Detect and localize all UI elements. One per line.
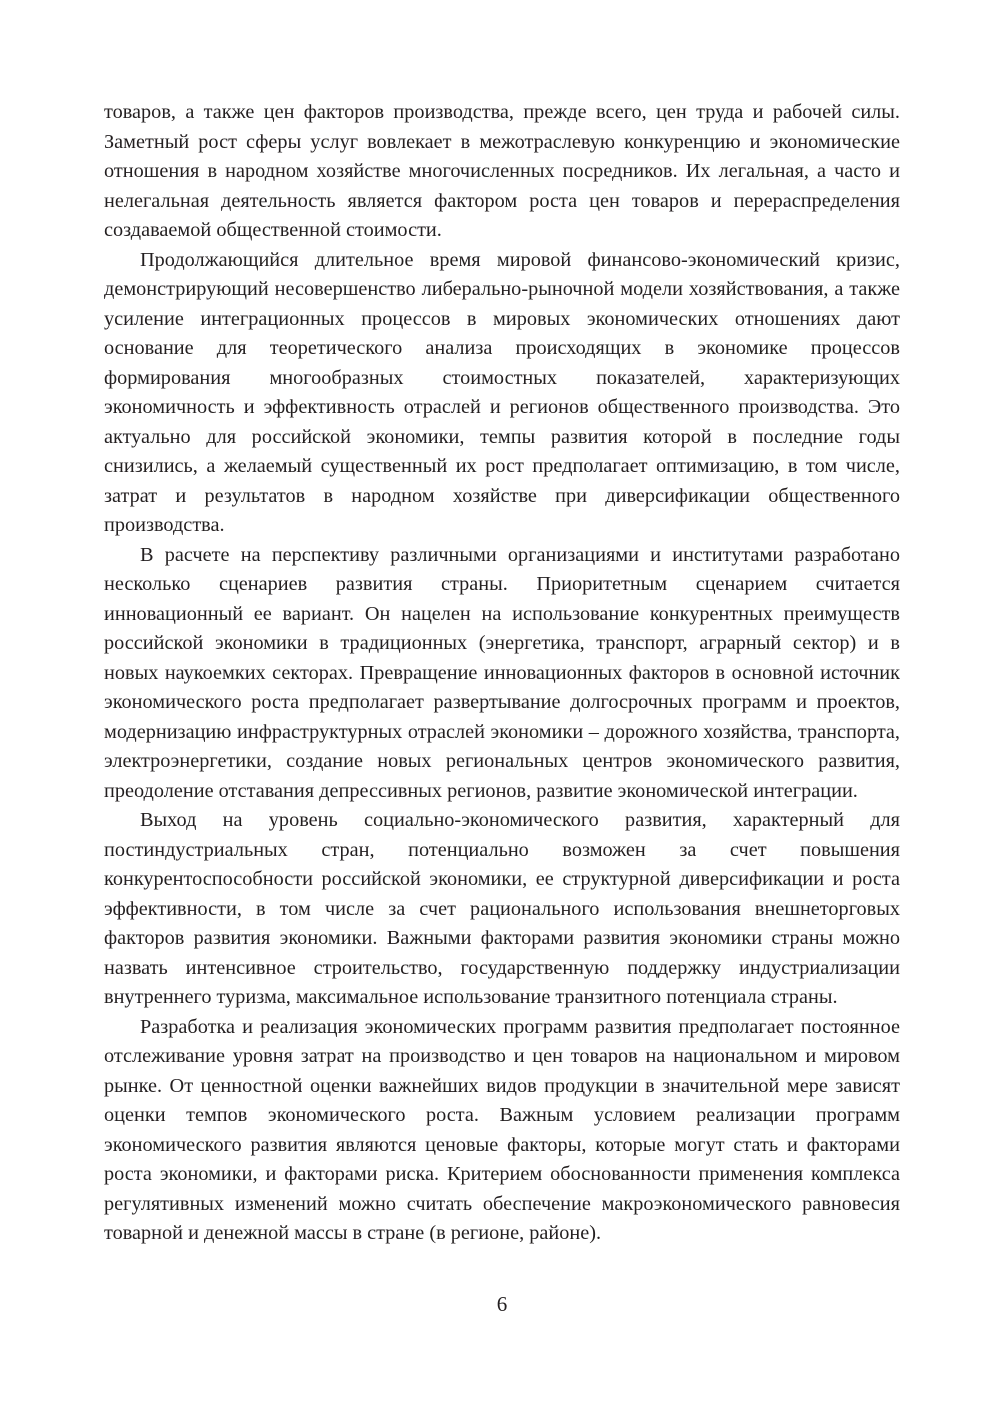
paragraph-continued: товаров, а также цен факторов производства, прежде всего, цен труда и рабочей силы. Заметный рост сферы услуг вовлекает в межотраслевую конкуренцию и экономические отношения в народном хозяйстве многочисленных посредников. Их легальная, а часто и нелегальная деятельность является фактором роста цен товаров и перераспределения создаваемой общественной стоимости. xyxy=(104,101,900,241)
paragraph-programs: Разработка и реализация экономических программ развития предполагает постоянное отслеживание уровня затрат на производство и цен товаров на национальном и мировом рынке. От ценностной оценки важнейших видов продукции в значительной мере зависят оценки темпов экономического роста. Важным условием реализации программ экономического развития являются ценовые факторы, которые могут стать и факторами роста экономики, и факторами риска. Критерием обоснованности применения комплекса регулятивных изменений можно считать обеспечение макроэкономического равновесия товарной и денежной массы в стране (в регионе, районе). xyxy=(104,1015,900,1244)
paragraph-scenarios: В расчете на перспективу различными организациями и институтами разработано несколько сценариев развития страны. Приоритетным сценарием считается инновационный ее вариант. Он нацелен на использование конкурентных преимуществ российской экономики в традиционных (энергетика, транспорт, аграрный сектор) и в новых наукоемких секторах. Превращение инновационных факторов в основной источник экономического роста предполагает развертывание долгосрочных программ и проектов, модернизацию инфраструктурных отраслей экономики – дорожного хозяйства, транспорта, электроэнергетики, создание новых региональных центров экономического развития, преодоление отставания депрессивных регионов, развитие экономической интеграции. xyxy=(104,543,900,802)
paragraph-crisis: Продолжающийся длительное время мировой финансово-экономический кризис, демонстрирующий несовершенство либерально-рыночной модели хозяйствования, а также усиление интеграционных процессов в мировых экономических отношениях дают основание для теоретического анализа происходящих в экономике процессов формирования многообразных стоимостных показателей, характеризующих экономичность и эффективность отраслей и регионов общественного производства. Это актуально для российской экономики, темпы развития которой в последние годы снизились, а желаемый существенный их рост предполагает оптимизацию, в том числе, затрат и результатов в народном хозяйстве при диверсификации общественного производства. xyxy=(104,248,900,536)
paragraph-postindustrial: Выход на уровень социально-экономического развития, характерный для постиндустриальных стран, потенциально возможен за счет повышения конкурентоспособности российской экономики, ее структурной диверсификации и роста эффективности, в том числе за счет рационального использования внешнеторговых факторов развития экономики. Важными факторами развития экономики страны можно назвать интенсивное строительство, государственную поддержку индустриализации внутреннего туризма, максимальное использование транзитного потенциала страны. xyxy=(104,809,900,1008)
body-text xyxy=(104,98,900,1249)
page-number: 6 xyxy=(496,1292,508,1316)
